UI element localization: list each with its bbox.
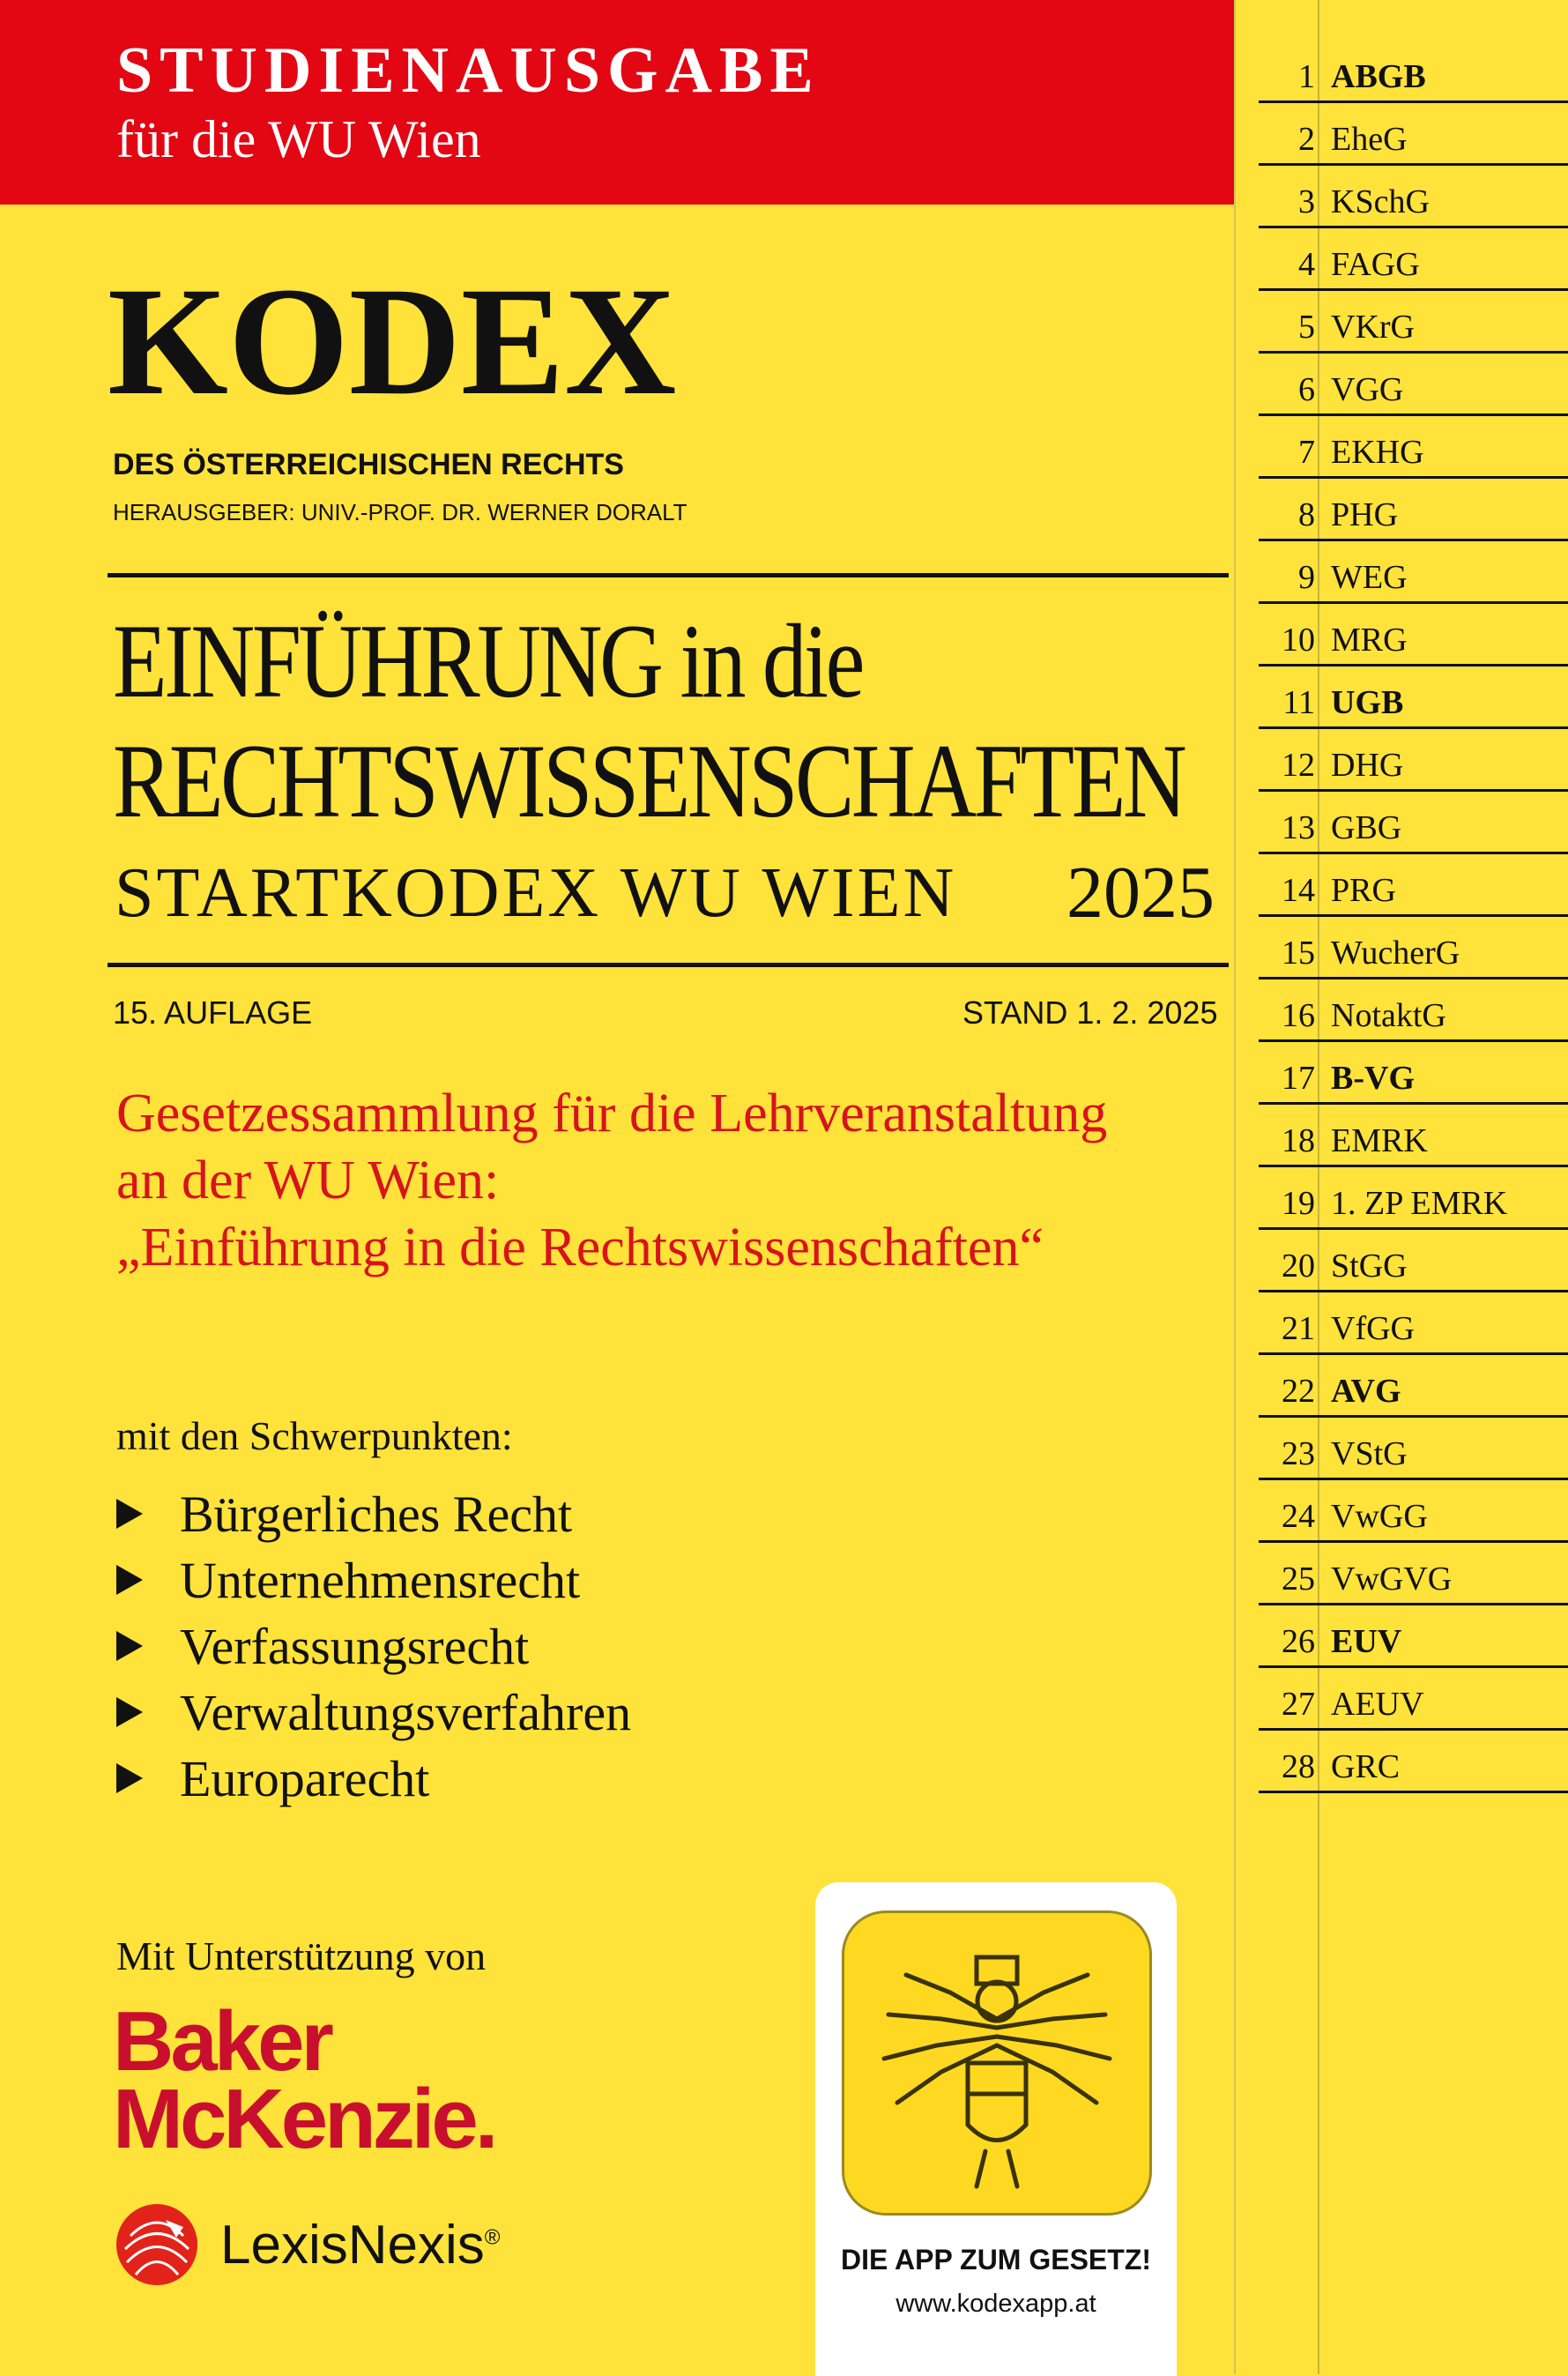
book-title-line2: RECHTSWISSENSCHAFTEN — [113, 722, 1185, 839]
register-item — [1259, 1355, 1568, 1418]
register-number: 12 — [1282, 747, 1315, 784]
register-divider — [1259, 1791, 1568, 1793]
edition-band — [0, 0, 1234, 205]
register-abbreviation: AVG — [1331, 1373, 1401, 1410]
register-edge — [1234, 0, 1236, 2374]
register-abbreviation: VKrG — [1331, 309, 1415, 346]
register-number: 11 — [1282, 684, 1315, 721]
register-number: 5 — [1298, 309, 1315, 346]
register-abbreviation: AEUV — [1331, 1686, 1424, 1723]
brand-subtitle: DES ÖSTERREICHISCHEN RECHTS — [113, 448, 624, 481]
register-abbreviation: EKHG — [1331, 434, 1424, 471]
register-abbreviation: GRC — [1331, 1748, 1401, 1785]
register-abbreviation: VfGG — [1331, 1310, 1415, 1347]
register-item — [1259, 354, 1568, 416]
focus-item-label: Verfassungsrecht — [180, 1617, 530, 1675]
focus-item — [116, 1549, 580, 1611]
register-number: 22 — [1282, 1373, 1315, 1410]
focus-item-label: Unternehmensrecht — [180, 1551, 581, 1609]
divider-bottom — [108, 963, 1229, 967]
focus-intro: mit den Schwerpunkten: — [116, 1413, 513, 1458]
austrian-eagle-icon — [842, 1910, 1152, 2216]
register-number: 4 — [1298, 246, 1315, 283]
divider-top — [108, 573, 1229, 577]
register-item — [1259, 1042, 1568, 1105]
register-item — [1259, 667, 1568, 729]
register-abbreviation: VwGG — [1331, 1498, 1428, 1535]
edition-target: für die WU Wien — [116, 110, 481, 168]
register-item — [1259, 1668, 1568, 1731]
register-number: 13 — [1282, 809, 1315, 846]
register-abbreviation: B-VG — [1331, 1060, 1415, 1097]
triangle-bullet-icon — [116, 1499, 143, 1529]
register-number: 26 — [1282, 1623, 1315, 1660]
register-item — [1259, 729, 1568, 792]
register-number: 28 — [1282, 1748, 1315, 1785]
register-item — [1259, 1605, 1568, 1668]
register-abbreviation: ABGB — [1331, 58, 1426, 95]
sponsor-intro: Mit Unterstützung von — [116, 1933, 487, 1978]
register-number: 25 — [1282, 1560, 1315, 1598]
baker-mckenzie-logo-line2: McKenzie. — [113, 2072, 495, 2166]
register-abbreviation: MRG — [1331, 622, 1408, 659]
book-title-line1: EINFÜHRUNG in die — [113, 602, 863, 719]
register-number: 27 — [1282, 1686, 1315, 1723]
register-item — [1259, 979, 1568, 1042]
register-abbreviation: WEG — [1331, 559, 1408, 596]
register-number: 8 — [1298, 496, 1315, 533]
register-abbreviation: PRG — [1331, 872, 1396, 909]
editor-line: HERAUSGEBER: UNIV.-PROF. DR. WERNER DORALT — [113, 499, 687, 525]
register-number: 14 — [1282, 872, 1315, 909]
focus-item-label: Bürgerliches Recht — [180, 1485, 573, 1543]
triangle-bullet-icon — [116, 1763, 143, 1793]
register-number: 1 — [1298, 58, 1315, 95]
register-item — [1259, 917, 1568, 979]
description-line-1: Gesetzessammlung für die Lehrveranstaltung — [116, 1084, 1108, 1143]
register-number: 23 — [1282, 1435, 1315, 1472]
register-abbreviation: EMRK — [1331, 1122, 1428, 1159]
status-date: STAND 1. 2. 2025 — [962, 994, 1218, 1031]
register-number: 21 — [1282, 1310, 1315, 1347]
register-abbreviation: FAGG — [1331, 246, 1420, 283]
focus-item — [116, 1747, 429, 1809]
register-number: 18 — [1282, 1122, 1315, 1159]
register-abbreviation: NotaktG — [1331, 997, 1446, 1034]
register-item — [1259, 1167, 1568, 1230]
register-number: 2 — [1298, 121, 1315, 158]
register-number: 15 — [1282, 935, 1315, 972]
register-item — [1259, 1418, 1568, 1480]
register-number: 17 — [1282, 1060, 1315, 1097]
register-abbreviation: VGG — [1331, 371, 1404, 408]
baker-mckenzie-logo-line1: Baker — [113, 1994, 331, 2089]
book-subtitle: STARTKODEX WU WIEN — [115, 854, 957, 932]
register-abbreviation: KSchG — [1331, 183, 1430, 220]
register-number: 7 — [1298, 434, 1315, 471]
lexisnexis-wordmark: LexisNexis® — [220, 2214, 501, 2275]
register-item — [1259, 228, 1568, 291]
app-promo-card — [815, 1882, 1177, 2376]
register-item — [1259, 1292, 1568, 1355]
register-item — [1259, 1480, 1568, 1543]
register-abbreviation: WucherG — [1331, 935, 1460, 972]
register-item — [1259, 166, 1568, 228]
register-item — [1259, 41, 1568, 103]
register-number: 16 — [1282, 997, 1315, 1034]
register-abbreviation: EUV — [1331, 1623, 1402, 1660]
register-abbreviation: EheG — [1331, 121, 1408, 158]
lexisnexis-globe-icon — [113, 2201, 201, 2289]
law-register — [1259, 0, 1568, 2374]
register-item — [1259, 1543, 1568, 1605]
register-item — [1259, 541, 1568, 604]
app-slogan: DIE APP ZUM GESETZ! — [840, 2244, 1152, 2275]
register-item — [1259, 1105, 1568, 1167]
triangle-bullet-icon — [116, 1631, 143, 1661]
register-item — [1259, 1230, 1568, 1292]
description-line-3: „Einführung in die Rechtswissenschaften“ — [116, 1218, 1044, 1277]
focus-item — [116, 1483, 572, 1545]
register-number: 24 — [1282, 1498, 1315, 1535]
register-abbreviation: UGB — [1331, 684, 1404, 721]
register-abbreviation: 1. ZP EMRK — [1331, 1185, 1508, 1222]
focus-item-label: Europarecht — [180, 1749, 430, 1807]
edition-label: STUDIENAUSGABE — [116, 34, 821, 107]
lexisnexis-logo — [113, 2201, 500, 2289]
register-item — [1259, 103, 1568, 166]
triangle-bullet-icon — [116, 1565, 143, 1595]
register-abbreviation: VStG — [1331, 1435, 1408, 1472]
register-abbreviation: GBG — [1331, 809, 1402, 846]
register-abbreviation: DHG — [1331, 747, 1404, 784]
focus-item-label: Verwaltungsverfahren — [180, 1683, 632, 1741]
register-number: 6 — [1298, 371, 1315, 408]
register-item — [1259, 604, 1568, 667]
brand-name: KODEX — [108, 256, 677, 428]
register-abbreviation: PHG — [1331, 496, 1399, 533]
register-abbreviation: VwGVG — [1331, 1560, 1453, 1598]
triangle-bullet-icon — [116, 1697, 143, 1727]
register-abbreviation: StGG — [1331, 1248, 1408, 1285]
register-item — [1259, 854, 1568, 917]
register-item — [1259, 792, 1568, 854]
edition-number: 15. AUFLAGE — [113, 994, 313, 1031]
book-year: 2025 — [1066, 852, 1215, 934]
focus-item — [116, 1681, 631, 1743]
register-number: 19 — [1282, 1185, 1315, 1222]
app-url: www.kodexapp.at — [895, 2290, 1096, 2318]
register-number: 20 — [1282, 1248, 1315, 1285]
focus-item — [116, 1615, 529, 1677]
register-number: 9 — [1298, 559, 1315, 596]
register-item — [1259, 291, 1568, 354]
register-number: 3 — [1298, 183, 1315, 220]
description-line-2: an der WU Wien: — [116, 1151, 500, 1210]
register-number: 10 — [1282, 622, 1315, 659]
register-item — [1259, 479, 1568, 541]
register-item — [1259, 1731, 1568, 1793]
register-item — [1259, 416, 1568, 479]
